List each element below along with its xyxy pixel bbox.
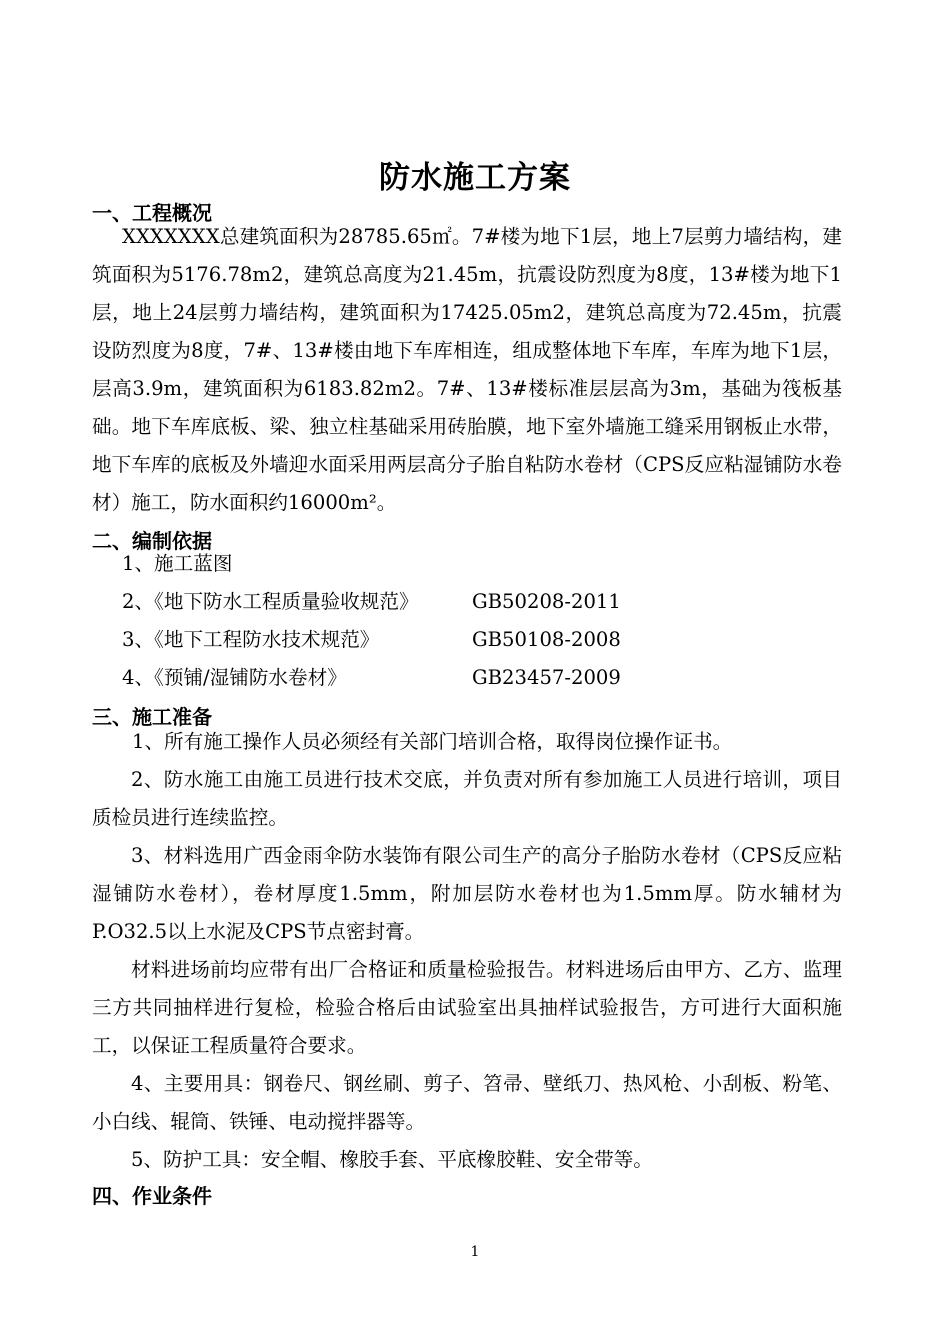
- prep-item-tools: 4、主要用具：钢卷尺、钢丝刷、剪子、笤帚、壁纸刀、热风枪、小刮板、粉笔、小白线、辊筒、铁锤、电动搅拌器等。: [92, 1072, 842, 1133]
- section-heading-conditions: 四、作业条件: [92, 1184, 212, 1208]
- basis-item-ref: [122, 663, 621, 693]
- prep-item-briefing: 2、防水施工由施工员进行技术交底，并负责对所有参加施工人员进行培训，项目质检员进行连续监控。: [92, 768, 842, 829]
- overview-paragraph: [92, 218, 842, 522]
- ref-code: GB50108-2008: [472, 628, 621, 651]
- ref-name: 4、《预铺/湿铺防水卷材》: [122, 666, 347, 689]
- prep-item-protection: 5、防护工具：安全帽、橡胶手套、平底橡胶鞋、安全带等。: [131, 1148, 653, 1171]
- basis-item-blueprint: 1、施工蓝图: [122, 552, 233, 575]
- ref-code: GB50208-2011: [472, 590, 621, 613]
- basis-item-ref: [122, 625, 621, 655]
- basis-item-ref: [122, 587, 621, 617]
- ref-name: 2、《地下防水工程质量验收规范》: [122, 590, 419, 613]
- overview-text: XXXXXXX总建筑面积为28785.65㎡。7#楼为地下1层，地上7层剪力墙结构，建筑面积为5176.78m2，建筑总高度为21.45m，抗震设防烈度为8度，13#楼为地下1层，地上24层剪力墙结构，建筑面积为17425.05m2，建筑总高度为72.45m，抗震设防烈度为8度，7#、13#楼由地下车库相连，组成整体地下车库，车库为地下1层，层高3.9m，建筑面积为6183.82m2。7#、13#楼标准层层高为3m，基础为筏板基础。地下车库底板、梁、独立柱基础采用砖胎膜，地下室外墙施工缝采用钢板止水带，地下车库的底板及外墙迎水面采用两层高分子胎自粘防水卷材（CPS反应粘湿铺防水卷材）施工，防水面积约16000m²。: [92, 225, 842, 514]
- ref-code: GB23457-2009: [472, 666, 621, 689]
- prep-item-materials: 3、材料选用广西金雨伞防水装饰有限公司生产的高分子胎防水卷材（CPS反应粘湿铺防水卷材），卷材厚度1.5mm，附加层防水卷材也为1.5mm厚。防水辅材为P.O32.5以上水泥及CPS节点密封膏。: [92, 844, 842, 943]
- page-number: 1: [470, 1244, 480, 1260]
- section-heading-preparation: 三、施工准备: [92, 705, 212, 729]
- prep-item-inspection: 材料进场前均应带有出厂合格证和质量检验报告。材料进场后由甲方、乙方、监理三方共同抽样进行复检，检验合格后由试验室出具抽样试验报告，方可进行大面积施工，以保证工程质量符合要求。: [92, 958, 842, 1057]
- document-title: 防水施工方案: [379, 160, 571, 196]
- section-heading-overview: 一、工程概况: [92, 201, 212, 225]
- prep-item-training: 1、所有施工操作人员必须经有关部门培训合格，取得岗位操作证书。: [132, 730, 733, 753]
- ref-name: 3、《地下工程防水技术规范》: [122, 628, 380, 651]
- section-heading-basis: 二、编制依据: [92, 529, 212, 553]
